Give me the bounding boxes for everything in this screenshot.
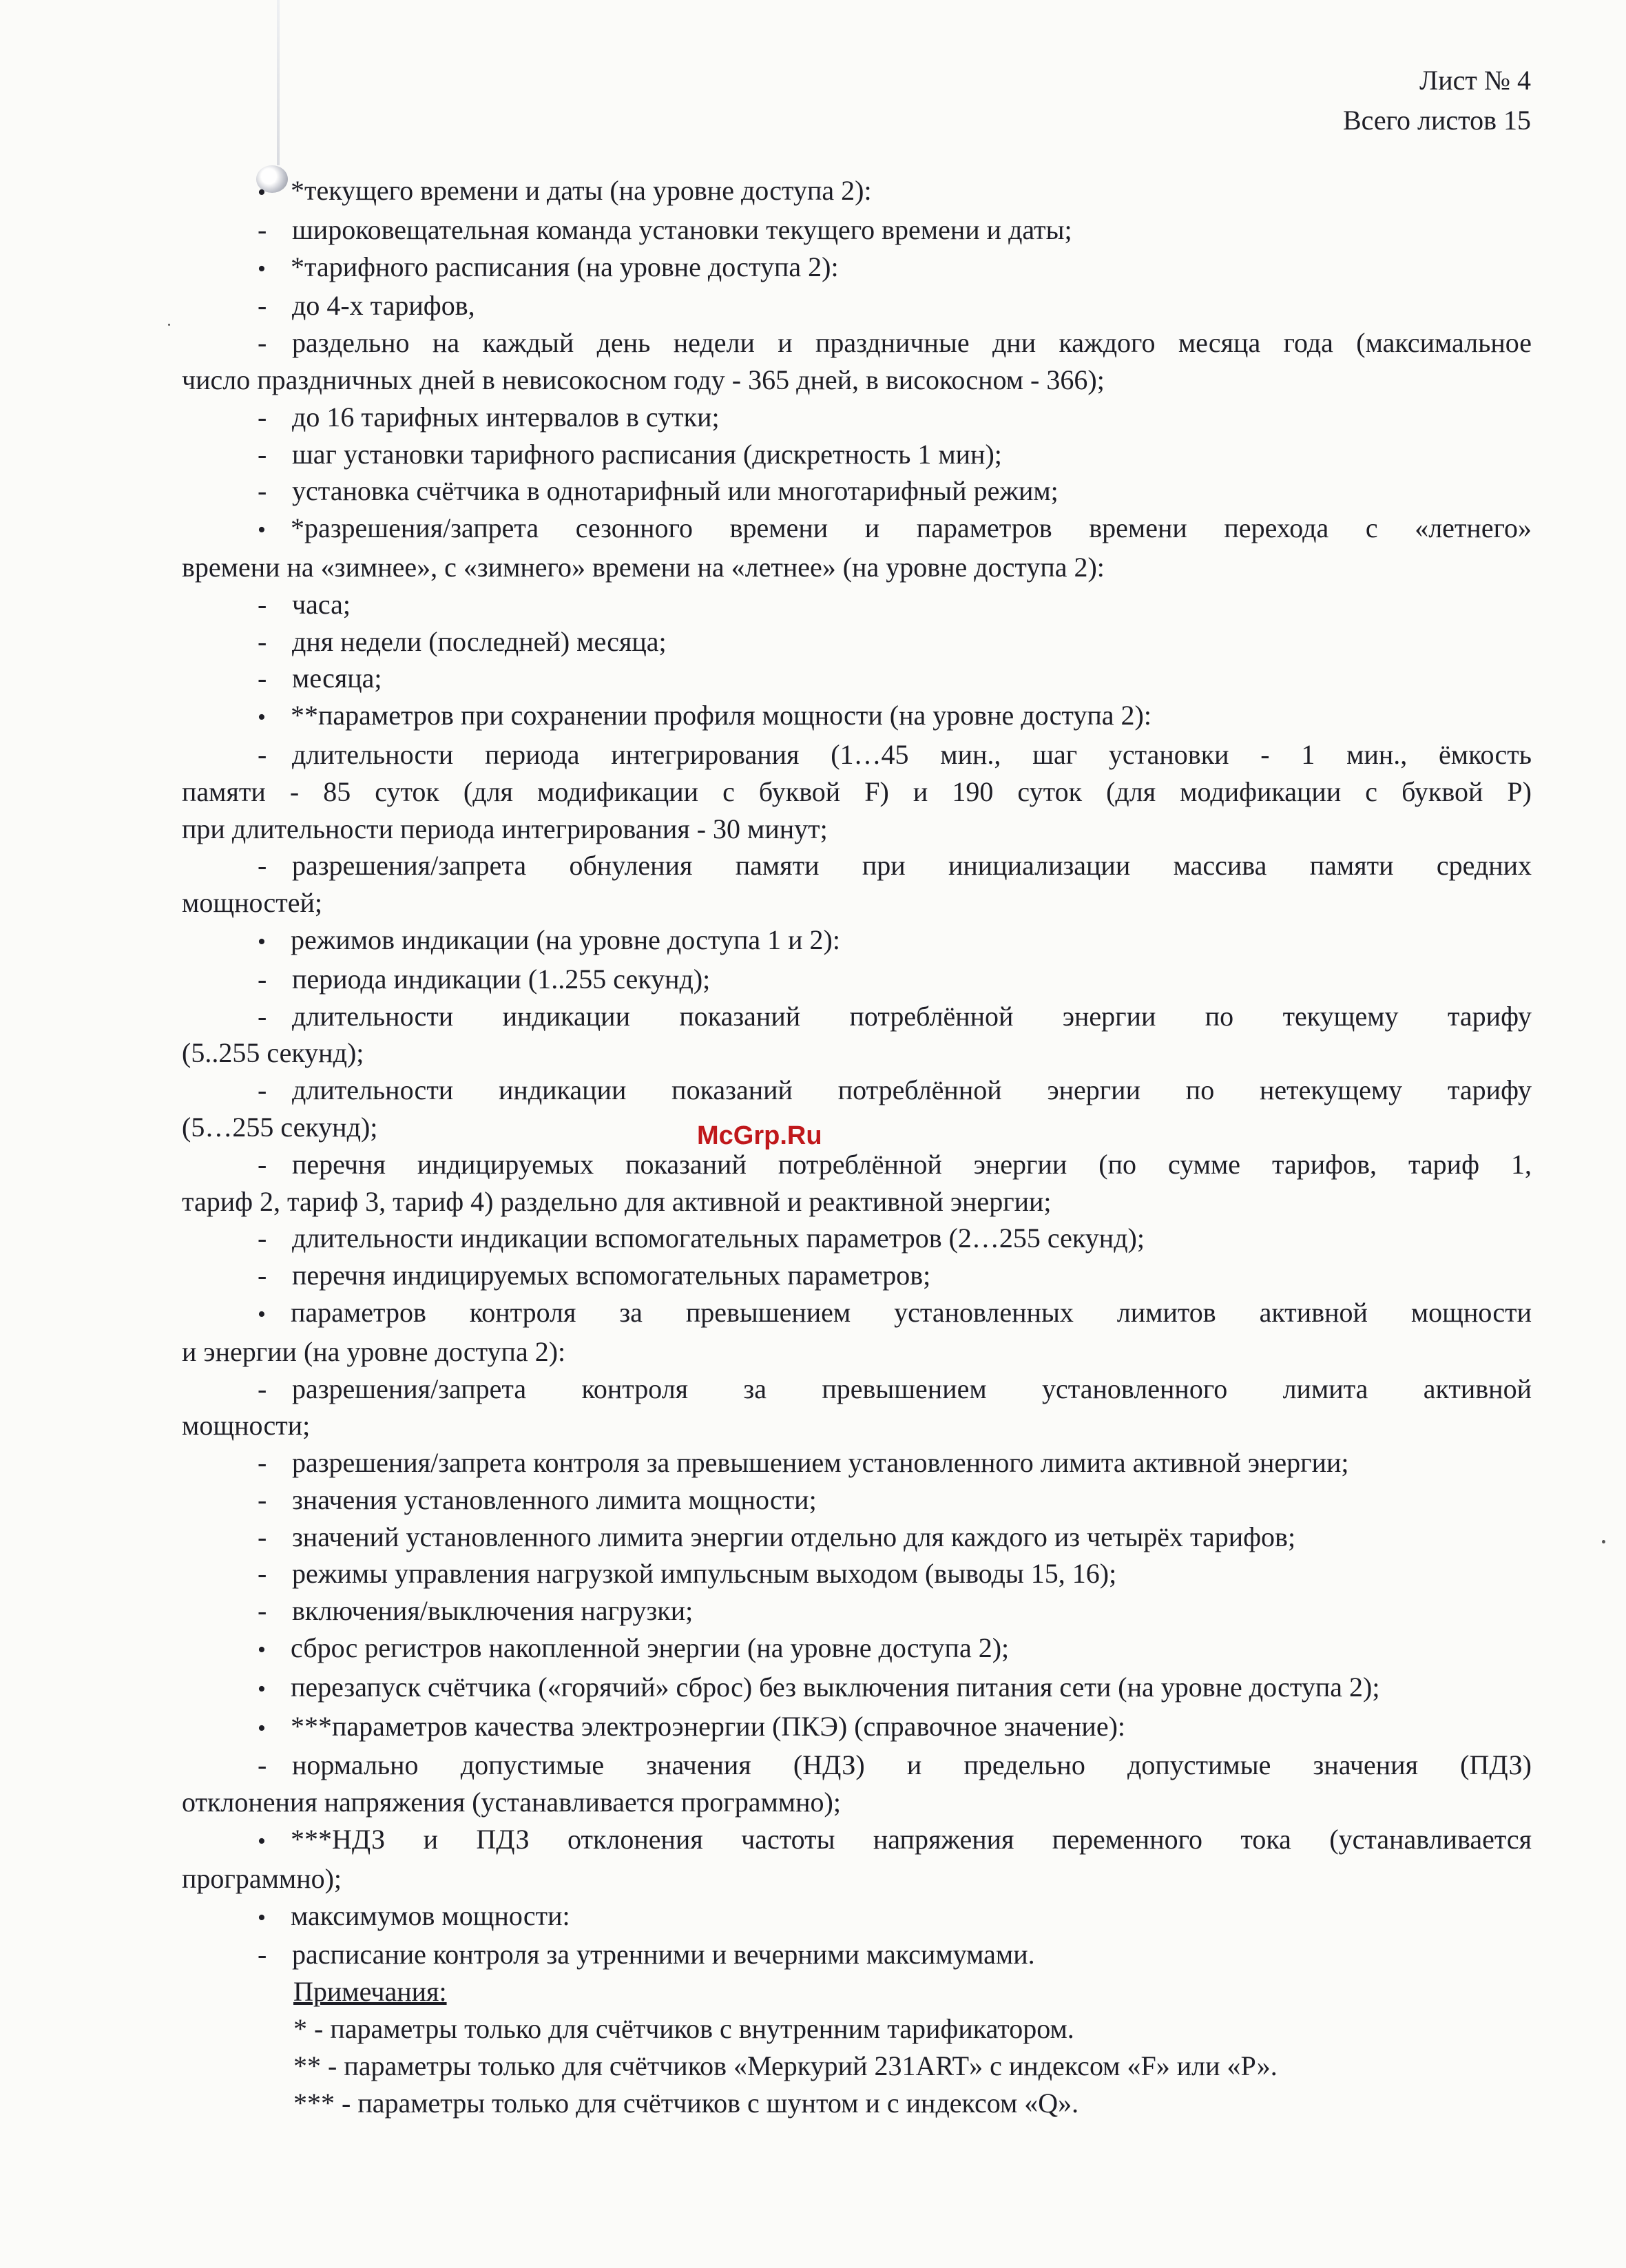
- bullet-icon: •: [258, 180, 266, 205]
- bullet-item: [182, 697, 1532, 736]
- dash-item: [182, 399, 1532, 436]
- line-text: времени на «зимнее», с «зимнего» времени на «летнее» (на уровне доступа 2):: [182, 551, 1105, 583]
- line-text: *тарифного расписания (на уровне доступа 2):: [291, 251, 839, 282]
- line-text: раздельно на каждый день недели и праздничные дни каждого месяца года (максимальное: [292, 327, 1532, 359]
- dash-item: [182, 1220, 1532, 1257]
- bullet-icon: •: [258, 1637, 266, 1663]
- dash-marker: -: [258, 1148, 267, 1180]
- bullet-item: [182, 1294, 1532, 1333]
- line-text: **параметров при сохранении профиля мощности (на уровне доступа 2):: [291, 700, 1151, 731]
- dash-item: [182, 211, 1532, 249]
- continuation-line: [182, 1183, 1532, 1220]
- continuation-line: [182, 1333, 1532, 1371]
- dash-item: [182, 586, 1532, 623]
- bullet-icon: •: [258, 517, 266, 543]
- dash-marker: -: [258, 588, 267, 620]
- bullet-icon: •: [258, 1676, 266, 1702]
- note-item: * - параметры только для счётчиков с внутренним тарификатором.: [293, 2013, 1074, 2045]
- line-text: параметров контроля за превышением установленных лимитов активной мощности: [291, 1296, 1532, 1328]
- continuation-line: [182, 884, 1532, 922]
- dash-marker: -: [258, 290, 267, 322]
- dash-marker: -: [258, 625, 267, 657]
- line-text: число праздничных дней в невисокосном году - 365 дней, в високосном - 366);: [182, 364, 1105, 395]
- dash-marker: -: [258, 663, 267, 694]
- line-text: мощностей;: [182, 887, 323, 919]
- continuation-line: [182, 1034, 1532, 1072]
- line-text: перечня индицируемых показаний потреблённой энергии (по сумме тарифов, тариф 1,: [292, 1148, 1532, 1180]
- note-item: *** - параметры только для счётчиков с шунтом и с индексом «Q».: [293, 2087, 1079, 2119]
- line-text: месяца;: [292, 663, 382, 694]
- bullet-item: [182, 1897, 1532, 1937]
- bullet-item: [182, 1630, 1532, 1669]
- dash-marker: -: [258, 1749, 267, 1781]
- dash-item: [182, 1257, 1532, 1294]
- dash-item: [182, 1146, 1532, 1183]
- line-text: сброс регистров накопленной энергии (на уровне доступа 2);: [291, 1632, 1010, 1664]
- line-text: установка счётчика в однотарифный или многотарифный режим;: [292, 475, 1059, 507]
- line-text: *разрешения/запрета сезонного времени и параметров времени перехода с «летнего»: [291, 512, 1532, 544]
- bullet-icon: •: [258, 1904, 266, 1931]
- bullet-item: [182, 1669, 1532, 1708]
- dash-marker: -: [258, 1000, 267, 1032]
- line-text: при длительности периода интегрирования - 30 минут;: [182, 813, 828, 844]
- line-text: разрешения/запрета обнуления памяти при инициализации массива памяти средних: [292, 850, 1532, 882]
- dash-marker: -: [258, 1558, 267, 1590]
- sheet-number: Лист № 4: [1419, 65, 1531, 96]
- continuation-line: [182, 1784, 1532, 1821]
- page-header: [1343, 61, 1531, 141]
- line-text: отклонения напряжения (устанавливается программно);: [182, 1787, 841, 1818]
- line-text: дня недели (последней) месяца;: [292, 625, 667, 657]
- line-text: значений установленного лимита энергии отдельно для каждого из четырёх тарифов;: [292, 1521, 1296, 1552]
- line-text: ***параметров качества электроэнергии (ПКЭ) (справочное значение):: [291, 1710, 1126, 1742]
- line-text: перечня индицируемых вспомогательных параметров;: [292, 1260, 931, 1291]
- line-text: нормально допустимые значения (НДЗ) и предельно допустимые значения (ПДЗ): [292, 1749, 1532, 1781]
- bullet-item: [182, 1708, 1532, 1747]
- bullet-icon: •: [258, 256, 266, 282]
- bullet-item: [182, 922, 1532, 961]
- document-body: [182, 172, 1532, 2121]
- continuation-line: [182, 773, 1532, 811]
- bullet-icon: •: [258, 1829, 266, 1855]
- line-text: программно);: [182, 1862, 342, 1894]
- dash-item: [182, 1371, 1532, 1408]
- line-text: *текущего времени и даты (на уровне доступа 2):: [291, 175, 872, 206]
- line-text: режимы управления нагрузкой импульсным выходом (выводы 15, 16);: [292, 1558, 1117, 1590]
- dash-marker: -: [258, 1223, 267, 1254]
- bullet-icon: •: [258, 928, 266, 955]
- line-text: значения установленного лимита мощности;: [292, 1484, 817, 1515]
- dash-item: [182, 961, 1532, 998]
- line-text: шаг установки тарифного расписания (дискретность 1 мин);: [292, 438, 1002, 470]
- line-text: длительности индикации показаний потреблённой энергии по текущему тарифу: [292, 1000, 1532, 1032]
- dash-marker: -: [258, 401, 267, 433]
- continuation-line: [182, 1860, 1532, 1897]
- bullet-icon: •: [258, 1715, 266, 1741]
- dash-item: [182, 847, 1532, 884]
- line-text: режимов индикации (на уровне доступа 1 и 2):: [291, 924, 840, 955]
- dash-item: [182, 324, 1532, 362]
- line-text: разрешения/запрета контроля за превышением установленного лимита активной: [292, 1373, 1532, 1404]
- dash-marker: -: [258, 738, 267, 770]
- line-text: мощности;: [182, 1410, 311, 1442]
- dash-item: [182, 1747, 1532, 1784]
- line-text: до 16 тарифных интервалов в сутки;: [292, 401, 720, 433]
- line-text: разрешения/запрета контроля за превышением установленного лимита активной энергии;: [292, 1447, 1349, 1479]
- bullet-item: [182, 1821, 1532, 1860]
- line-text: ***НДЗ и ПДЗ отклонения частоты напряжения переменного тока (устанавливается: [291, 1824, 1532, 1855]
- dash-marker: -: [258, 1521, 267, 1552]
- dash-item: [182, 436, 1532, 473]
- dash-marker: -: [258, 1484, 267, 1515]
- dash-marker: -: [258, 1939, 267, 1970]
- bullet-item: [182, 249, 1532, 288]
- continuation-line: [182, 362, 1532, 399]
- bullet-icon: •: [258, 705, 266, 731]
- line-text: тариф 2, тариф 3, тариф 4) раздельно для активной и реактивной энергии;: [182, 1185, 1052, 1217]
- dash-item: [182, 623, 1532, 660]
- line-text: часа;: [292, 588, 351, 620]
- dash-marker: -: [258, 1595, 267, 1627]
- note-item: ** - параметры только для счётчиков «Меркурий 231ART» с индексом «F» или «Р».: [293, 2050, 1278, 2081]
- line-text: включения/выключения нагрузки;: [292, 1595, 694, 1627]
- dash-item: [182, 472, 1532, 510]
- dash-marker: -: [258, 850, 267, 882]
- line-text: (5..255 секунд);: [182, 1037, 364, 1069]
- dash-marker: -: [258, 327, 267, 359]
- scan-speck: [1602, 1540, 1605, 1543]
- continuation-line: [182, 549, 1532, 586]
- line-text: периода индикации (1..255 секунд);: [292, 963, 711, 995]
- line-text: длительности периода интегрирования (1…45 мин., шаг установки - 1 мин., ёмкость: [292, 738, 1532, 770]
- dash-item: [182, 1555, 1532, 1592]
- line-text: и энергии (на уровне доступа 2):: [182, 1335, 566, 1367]
- dash-item: [182, 1936, 1532, 1973]
- continuation-line: [182, 1407, 1532, 1444]
- dash-marker: -: [258, 214, 267, 245]
- dash-item: [182, 1444, 1532, 1481]
- line-text: длительности индикации показаний потреблённой энергии по нетекущему тарифу: [292, 1074, 1532, 1106]
- bullet-icon: •: [258, 1301, 266, 1327]
- dash-marker: -: [258, 475, 267, 507]
- dash-marker: -: [258, 963, 267, 995]
- line-text: памяти - 85 суток (для модификации с буквой F) и 190 суток (для модификации с буквой Р): [182, 776, 1532, 807]
- binding-string: [277, 0, 280, 165]
- line-text: расписание контроля за утренними и вечерними максимумами.: [292, 1939, 1035, 1970]
- line-text: перезапуск счётчика («горячий» сброс) без выключения питания сети (на уровне доступа 2);: [291, 1671, 1380, 1703]
- dash-item: [182, 736, 1532, 773]
- dash-item: [182, 287, 1532, 324]
- scan-speck: [168, 324, 170, 326]
- continuation-line: [182, 1109, 1532, 1146]
- bullet-item: [182, 172, 1532, 211]
- line-text: широковещательная команда установки текущего времени и даты;: [292, 214, 1072, 245]
- dash-marker: -: [258, 1447, 267, 1479]
- continuation-line: [182, 811, 1532, 848]
- line-text: (5…255 секунд);: [182, 1111, 378, 1143]
- dash-item: [182, 1519, 1532, 1556]
- watermark: McGrp.Ru: [697, 1121, 822, 1150]
- dash-item: [182, 660, 1532, 697]
- notes-title: Примечания:: [293, 1976, 447, 2008]
- line-text: длительности индикации вспомогательных параметров (2…255 секунд);: [292, 1223, 1145, 1254]
- dash-item: [182, 1481, 1532, 1519]
- dash-marker: -: [258, 1373, 267, 1404]
- line-text: максимумов мощности:: [291, 1900, 570, 1931]
- dash-marker: -: [258, 1074, 267, 1106]
- dash-marker: -: [258, 1260, 267, 1291]
- total-sheets: Всего листов 15: [1342, 105, 1531, 136]
- dash-item: [182, 1592, 1532, 1630]
- line-text: до 4-х тарифов,: [292, 290, 475, 322]
- dash-marker: -: [258, 438, 267, 470]
- dash-item: [182, 1072, 1532, 1109]
- bullet-item: [182, 510, 1532, 549]
- dash-item: [182, 998, 1532, 1035]
